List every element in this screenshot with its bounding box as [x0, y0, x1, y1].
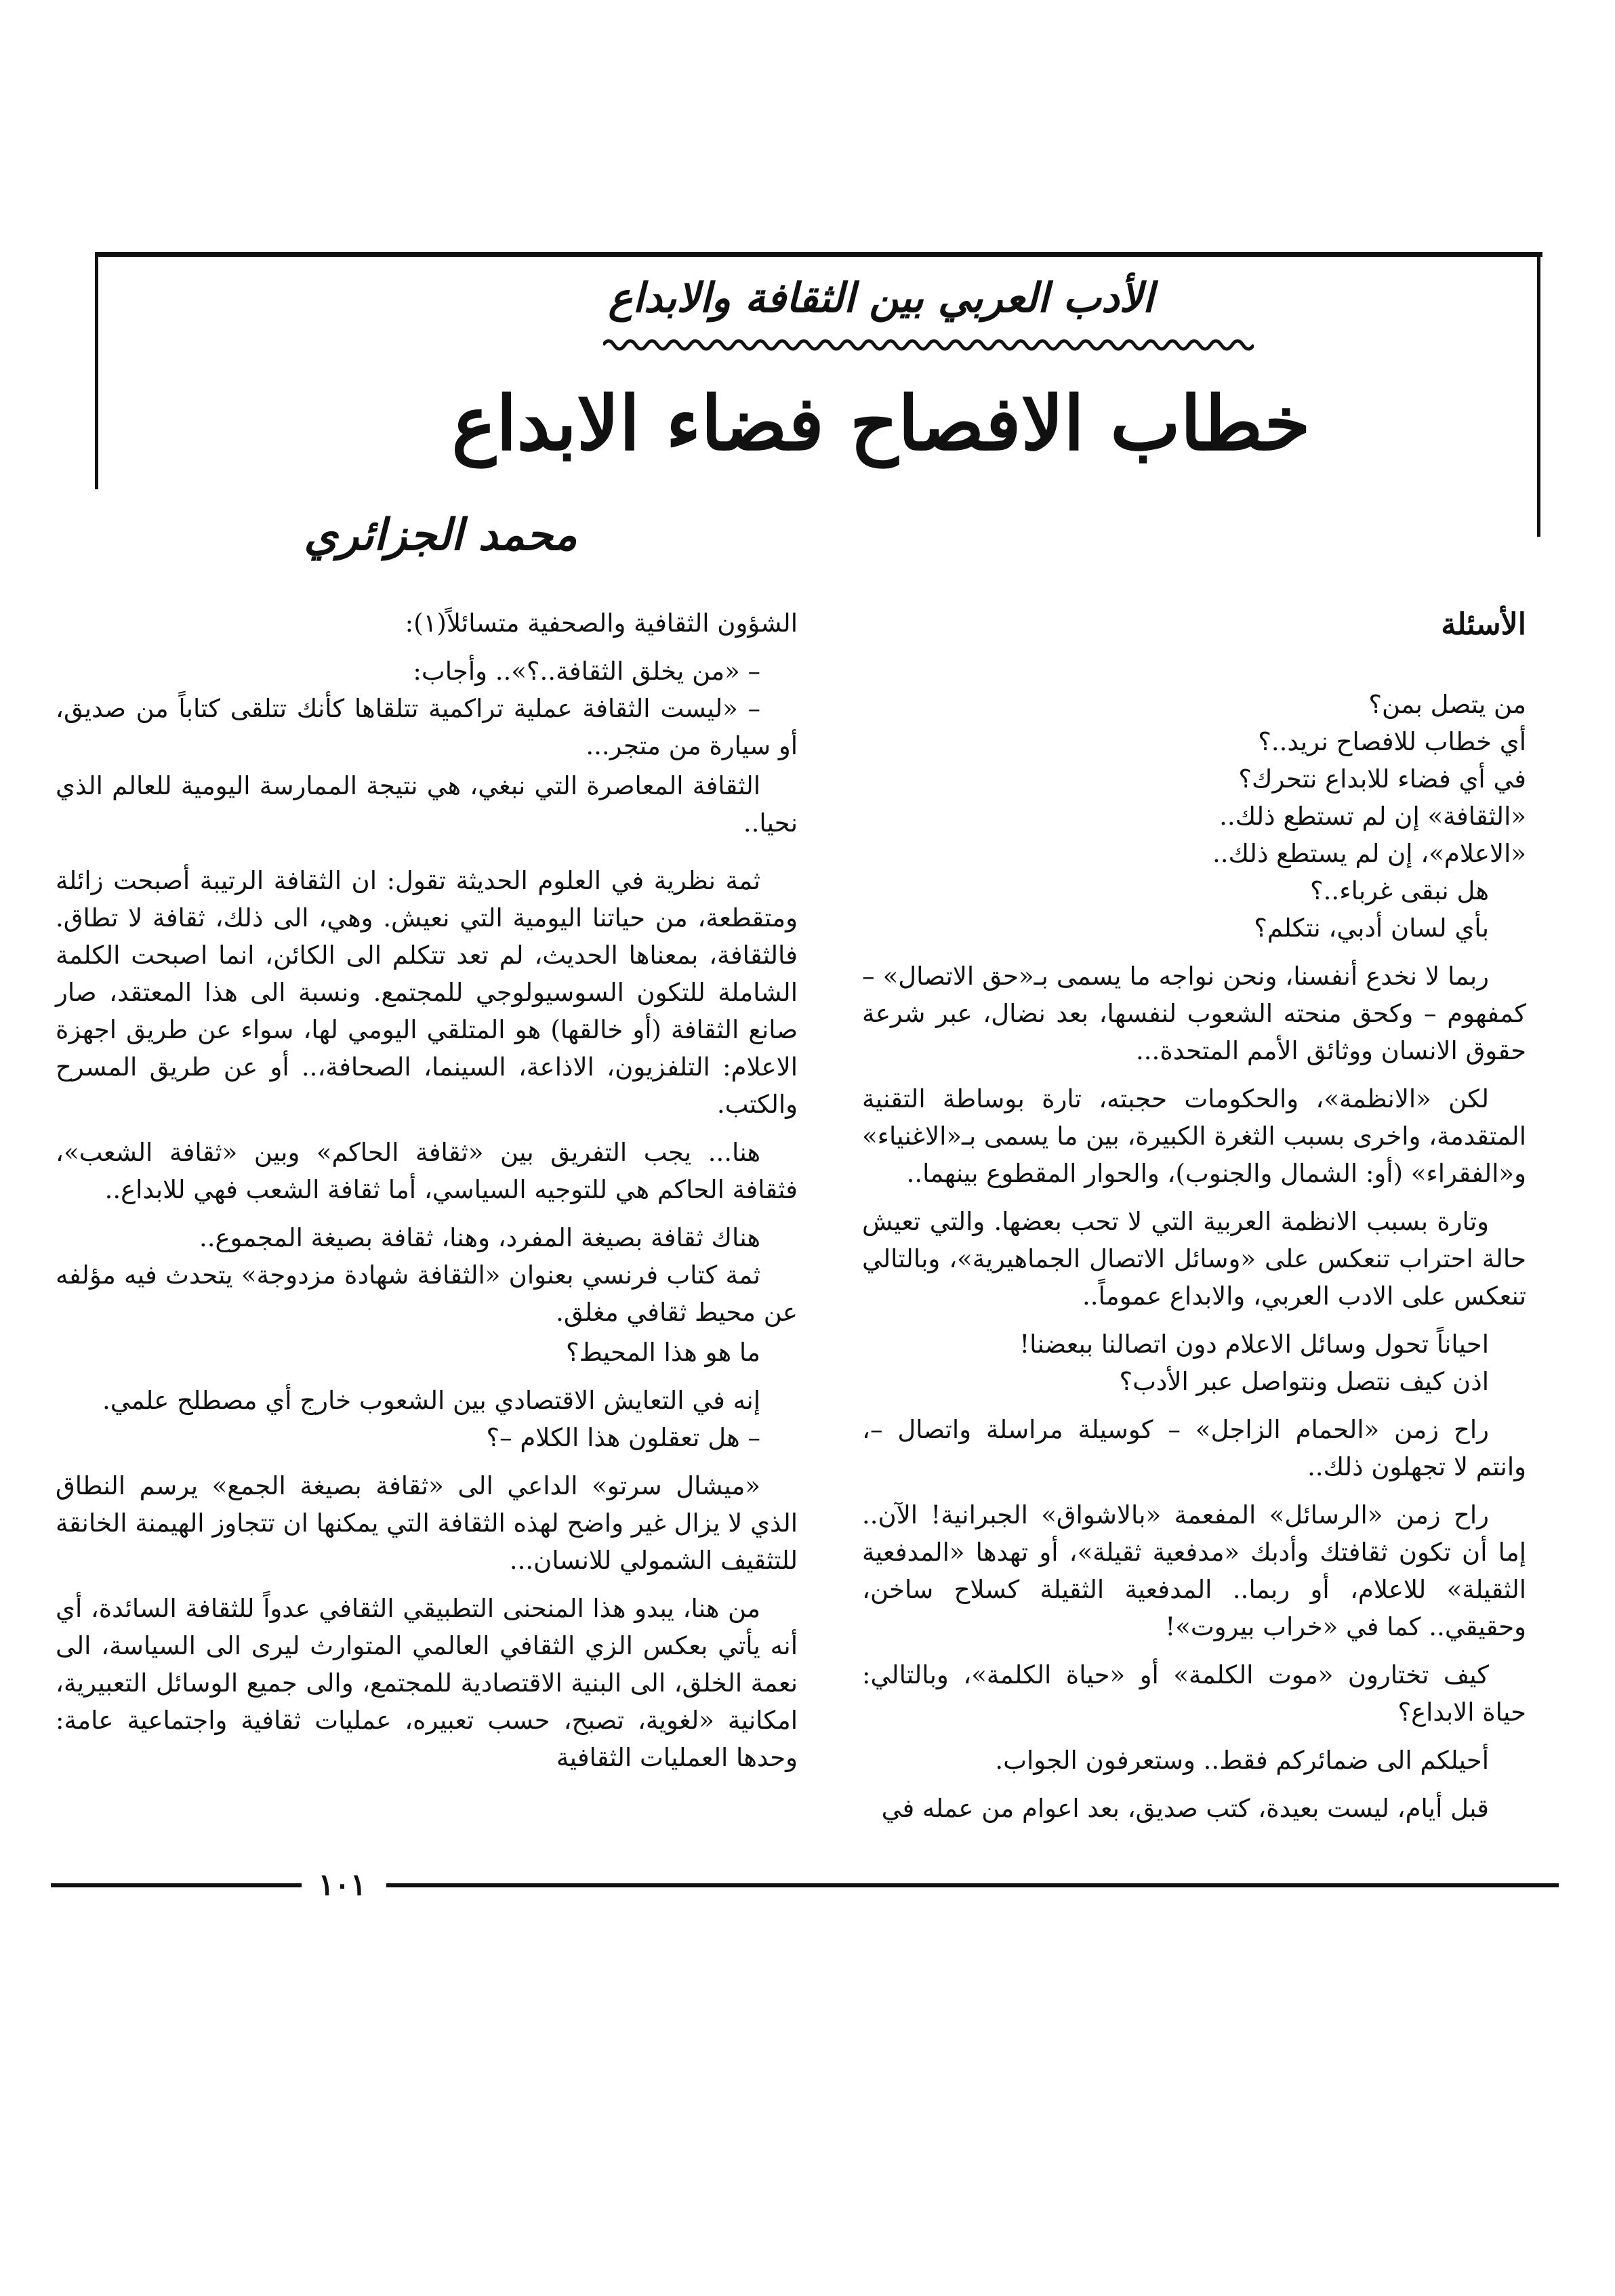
series-subtitle: الأدب العربي بين الثقافة والابداع [608, 274, 1154, 322]
columns [0, 604, 1615, 1838]
paragraph: – «ليست الثقافة عملية تراكمية تتلقاها كأنك تتلقى كتاباً من صديق، أو سيارة من متجر... [56, 694, 798, 760]
paragraph: هناك ثقافة بصيغة المفرد، وهنا، ثقافة بصيغة المجموع.. [199, 1223, 760, 1252]
question: أي خطاب للافصاح نريد..؟ [1258, 727, 1526, 756]
footer-rule-left [51, 1883, 302, 1887]
title-frame-left-rule [95, 252, 98, 489]
paragraph: أحيلكم الى ضمائركم فقط.. وستعرفون الجواب. [995, 1746, 1489, 1775]
paragraph: راح زمن «الحمام الزاجل» – كوسيلة مراسلة واتصال –، وانتم لا تجهلون ذلك.. [862, 1415, 1526, 1481]
article-title: خطاب الافصاح فضاء الابداع [451, 380, 1311, 467]
aside-line: احياناً تحول وسائل الاعلام دون اتصالنا ببعضنا! [1019, 1330, 1489, 1359]
paragraph: ثمة كتاب فرنسي بعنوان «الثقافة شهادة مزدوجة» يتحدث فيه مؤلفه عن محيط ثقافي مغلق. [56, 1260, 798, 1327]
section-heading: الأسئلة [1441, 607, 1526, 642]
paragraph: راح زمن «الرسائل» المفعمة «بالاشواق» الجبرانية! الآن.. إما أن تكون ثقافتك وأدبك «مدفعية ثقيلة»، أو تهدها «المدفعية الثقيلة» للاعلام، أو ربما.. المدفعية الثقيلة كسلاح ساخن، وحقيقي.. كما في «خراب بيروت»! [862, 1500, 1526, 1641]
questions-list [862, 686, 1526, 947]
paragraph: هنا... يجب التفريق بين «ثقافة الحاكم» وبين «ثقافة الشعب»، فثقافة الحاكم هي للتوجيه السياسي، أما ثقافة الشعب فهي للابداع.. [56, 1138, 798, 1204]
paragraph: – هل تعقلون هذا الكلام –؟ [486, 1423, 760, 1452]
paragraph: من هنا، يبدو هذا المنحنى التطبيقي الثقافي عدواً للثقافة السائدة، أي أنه يأتي بعكس الزي الثقافي العالمي المتوارث ليرى الى السياسة، الى نعمة الخلق، الى البنية الاقتصادية للمجتمع، والى جميع الوسائل التعبيرية، امكانية «لغوية، تصبح، حسب تعبيره، عمليات ثقافية واجتماعية عامة: وحدها العمليات الثقافية [56, 1594, 798, 1772]
question: هل نبقى غرباء..؟ [1310, 876, 1489, 905]
aside-line: اذن كيف نتصل ونتواصل عبر الأدب؟ [1119, 1367, 1489, 1396]
paragraph: قبل أيام، ليست بعيدة، كتب صديق، بعد اعوام من عمله في [881, 1794, 1489, 1823]
paragraph: وتارة بسبب الانظمة العربية التي لا تحب بعضها. والتي تعيش حالة احتراب تنعكس على «وسائل الاتصال الجماهيرية»، وبالتالي تنعكس على الادب العربي، والابداع عموماً.. [862, 1207, 1526, 1311]
question: في أي فضاء للابداع نتحرك؟ [1238, 764, 1526, 794]
paragraph: الشؤون الثقافية والصحفية متسائلاً(١): [405, 609, 798, 638]
author-name: محمد الجزائري [304, 510, 577, 560]
paragraph: ثمة نظرية في العلوم الحديثة تقول: ان الثقافة الرتيبة أصبحت زائلة ومتقطعة، من حياتنا اليومية التي نعيش. وهي، الى ذلك، ثقافة لا تطاق. فالثقافة، بمعناها الحديث، لم تعد تتكلم الى الكائن، انما اصبحت الكلمة الشاملة للتكون السوسيولوجي للمجتمع. ونسبة الى هذا المعتقد، صار صانع الثقافة (أو خالقها) هو المتلقي اليومي لها، سواء عن طريق اجهزة الاعلام: التلفزيون، الاذاعة، السينما، الصحافة،.. أو عن طريق المسرح والكتب. [56, 866, 798, 1119]
paragraph: كيف تختارون «موت الكلمة» أو «حياة الكلمة»، وبالتالي: حياة الابداع؟ [862, 1660, 1526, 1727]
paragraph: ما هو هذا المحيط؟ [566, 1338, 760, 1367]
wavy-divider [603, 333, 1254, 356]
footer-rule-right [386, 1883, 1559, 1887]
question: من يتصل بمن؟ [1368, 690, 1526, 719]
article-body [0, 604, 1615, 1906]
title-frame-top-rule [95, 252, 1542, 257]
paragraph: ربما لا نخدع أنفسنا، ونحن نواجه ما يسمى بـ«حق الاتصال» – كمفهوم – وكحق منحته الشعوب لنفسها، بعد نضال، عبر شرعة حقوق الانسان ووثائق الأمم المتحدة... [862, 962, 1526, 1065]
page-footer [0, 1865, 1615, 1906]
paragraph: «ميشال سرتو» الداعي الى «ثقافة بصيغة الجمع» يرسم النطاق الذي لا يزال غير واضح لهذه الثقافة التي يمكنها ان تتجاوز الهيمنة الخانقة للتثقيف الشمولي للانسان... [56, 1471, 798, 1575]
question: «الثقافة» إن لم تستطع ذلك.. [1219, 802, 1526, 831]
paragraph: إنه في التعايش الاقتصادي بين الشعوب خارج أي مصطلح علمي. [102, 1386, 760, 1415]
title-frame-right-rule [1537, 252, 1540, 537]
page-number: ١٠١ [318, 1868, 367, 1902]
paragraph: – «من يخلق الثقافة..؟».. وأجاب: [413, 657, 760, 686]
right-column [862, 604, 1526, 1838]
paragraph: الثقافة المعاصرة التي نبغي، هي نتيجة الممارسة اليومية للعالم الذي نحيا.. [56, 771, 798, 838]
question: «الاعلام»، إن لم يستطع ذلك.. [1212, 839, 1526, 868]
aside-lines [862, 1326, 1526, 1400]
paragraph: لكن «الانظمة»، والحكومات حجبته، تارة بوساطة التقنية المتقدمة، واخرى بسبب الثغرة الكبيرة، بين ما يسمى بـ«الاغنياء» و«الفقراء» (أو: الشمال والجنوب)، والحوار المقطوع بينهما.. [862, 1084, 1526, 1188]
question: بأي لسان أدبي، نتكلم؟ [1254, 914, 1489, 943]
left-column [56, 604, 798, 1838]
